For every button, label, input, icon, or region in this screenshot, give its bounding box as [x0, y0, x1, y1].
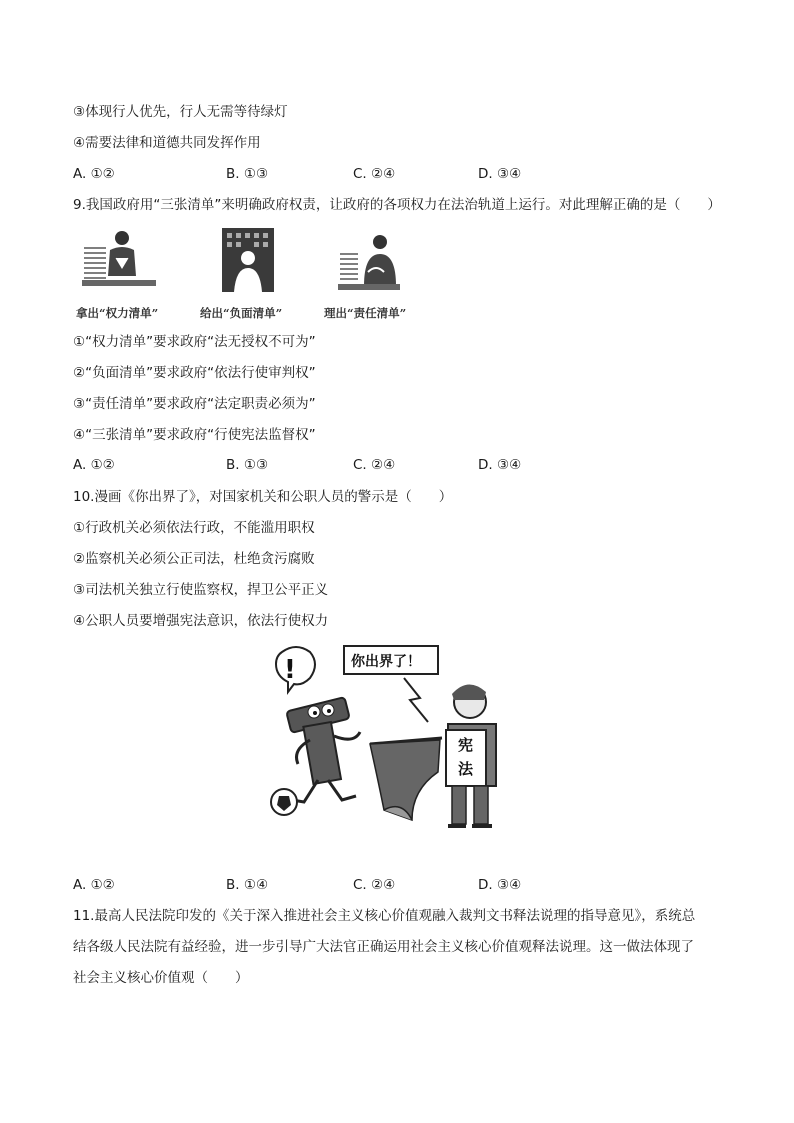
q10-item-2: ②监察机关必须公正司法，杜绝贪污腐败 — [73, 551, 315, 567]
q9-item-1: ①“权力清单”要求政府“法无授权不可为” — [73, 334, 316, 350]
q10-stem: 10.漫画《你出界了》，对国家机关和公职人员的警示是（ ） — [73, 489, 453, 505]
q9-stem: 9.我国政府用“三张清单”来明确政府权责，让政府的各项权力在法治轨道上运行。对此理解正确的是（ ） — [73, 197, 721, 213]
q9-options — [73, 456, 713, 474]
q11-line-3: 社会主义核心价值观（ ） — [73, 970, 249, 986]
q8-options — [73, 165, 713, 183]
q8-option-d[interactable]: D. ③④ — [478, 166, 522, 182]
responsibility-list-illustration — [338, 232, 402, 294]
q8-option-c[interactable]: C. ②④ — [353, 166, 396, 182]
power-list-caption: 拿出“权力清单” — [76, 306, 159, 320]
q10-options — [73, 876, 713, 894]
q8-option-b[interactable]: B. ①③ — [226, 166, 269, 182]
cartoon-bubble-text: 你出界了！ — [351, 654, 421, 670]
out-of-bounds-cartoon — [262, 640, 526, 840]
q10-item-4: ④公职人员要增强宪法意识，依法行使权力 — [73, 613, 329, 629]
q10-option-d[interactable]: D. ③④ — [478, 877, 522, 893]
q8-option-a[interactable]: A. ①② — [73, 166, 115, 182]
q8-item-3: ③体现行人优先，行人无需等待绿灯 — [73, 104, 288, 120]
negative-list-caption: 给出“负面清单” — [200, 306, 283, 320]
q10-option-a[interactable]: A. ①② — [73, 877, 115, 893]
responsibility-list-caption: 理出“责任清单” — [324, 306, 407, 320]
cartoon-flag-char-2: 法 — [458, 760, 474, 778]
power-list-illustration — [80, 228, 160, 296]
cartoon-flag-char-1: 宪 — [458, 736, 474, 754]
q11-line-2: 结各级人民法院有益经验，进一步引导广大法官正确运用社会主义核心价值观释法说理。这一做法体现了 — [73, 939, 694, 955]
q10-option-c[interactable]: C. ②④ — [353, 877, 396, 893]
q11-line-1: 11.最高人民法院印发的《关于深入推进社会主义核心价值观融入裁判文书释法说理的指导意见》，系统总 — [73, 908, 696, 924]
cartoon-exclaim: ! — [284, 655, 296, 685]
q10-option-b[interactable]: B. ①④ — [226, 877, 269, 893]
q9-option-a[interactable]: A. ①② — [73, 457, 115, 473]
q8-item-4: ④需要法律和道德共同发挥作用 — [73, 135, 261, 151]
q9-item-3: ③“责任清单”要求政府“法定职责必须为” — [73, 396, 316, 412]
q9-option-b[interactable]: B. ①③ — [226, 457, 269, 473]
q9-option-d[interactable]: D. ③④ — [478, 457, 522, 473]
q9-item-2: ②“负面清单”要求政府“依法行使审判权” — [73, 365, 316, 381]
q9-item-4: ④“三张清单”要求政府“行使宪法监督权” — [73, 427, 316, 443]
q10-item-1: ①行政机关必须依法行政，不能滥用职权 — [73, 520, 315, 536]
q10-item-3: ③司法机关独立行使监察权，捍卫公平正义 — [73, 582, 329, 598]
q9-option-c[interactable]: C. ②④ — [353, 457, 396, 473]
negative-list-illustration — [218, 222, 278, 296]
